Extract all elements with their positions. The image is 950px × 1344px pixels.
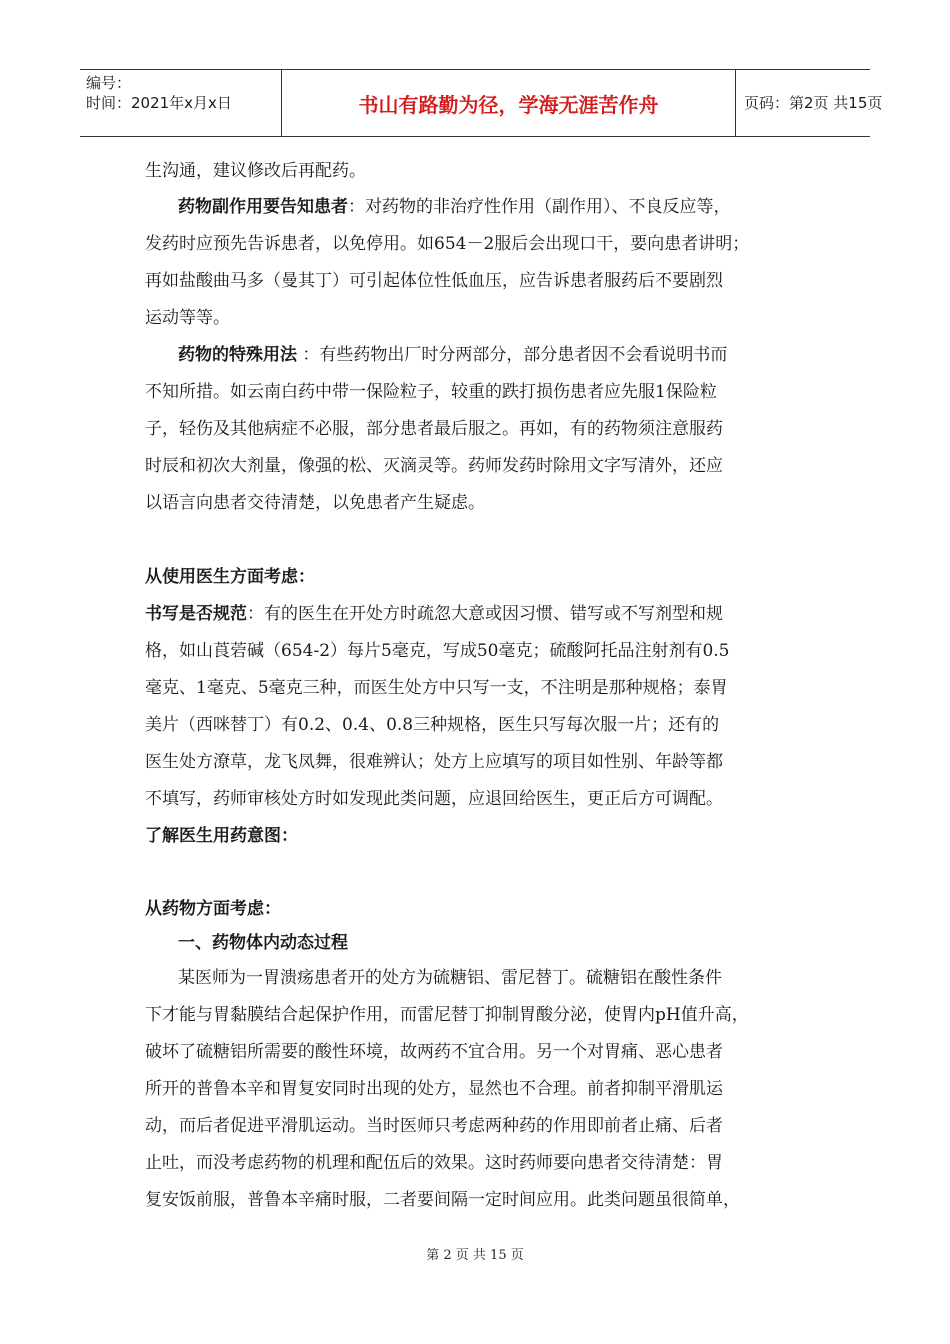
section-heading: 从使用医生方面考虑：: [145, 567, 315, 587]
time-label: 时间：2021年x月x日: [86, 94, 232, 112]
section-heading: 了解医生用药意图：: [145, 826, 298, 846]
inline-heading: 书写是否规范: [145, 604, 247, 624]
paragraph-line: 止吐，而没考虑药物的机理和配伍后的效果。这时药师要向患者交待清楚：胃: [145, 1153, 723, 1173]
paragraph-line: 子，轻伤及其他病症不必服，部分患者最后服之。再如，有的药物须注意服药: [145, 419, 723, 439]
inline-heading: 药物副作用要告知患者: [178, 197, 348, 217]
number-label: 编号：: [86, 74, 132, 92]
page-footer: 第 2 页 共 15 页: [426, 1248, 524, 1263]
paragraph-line: 时辰和初次大剂量，像强的松、灭滴灵等。药师发药时除用文字写清外，还应: [145, 456, 723, 476]
paragraph-line: 毫克、1毫克、5毫克三种，而医生处方中只写一支，不注明是那种规格；泰胃: [145, 678, 728, 698]
paragraph-line: 以语言向患者交待清楚，以免患者产生疑虑。: [145, 493, 485, 513]
header-motto-cell: [281, 70, 736, 136]
paragraph-line: 某医师为一胃溃疡患者开的处方为硫糖铝、雷尼替丁。硫糖铝在酸性条件: [178, 968, 722, 988]
paragraph-line: 发药时应预先告诉患者，以免停用。如654－2服后会出现口干，要向患者讲明；: [145, 234, 750, 254]
paragraph-line: 动，而后者促进平滑肌运动。当时医师只考虑两种药的作用即前者止痛、后者: [145, 1116, 723, 1136]
paragraph-line: 破坏了硫糖铝所需要的酸性环境，故两药不宜合用。另一个对胃痛、恶心患者: [145, 1042, 723, 1062]
page-label: 页码：第2页 共15页: [744, 94, 883, 112]
paragraph-line: 不知所措。如云南白药中带一保险粒子，较重的跌打损伤患者应先服1保险粒: [145, 382, 717, 402]
subsection-heading: 一、药物体内动态过程: [178, 933, 348, 953]
paragraph-line: 所开的普鲁本辛和胃复安同时出现的处方，显然也不合理。前者抑制平滑肌运: [145, 1079, 723, 1099]
paragraph-line: 格，如山莨菪碱（654-2）每片5毫克，写成50毫克；硫酸阿托品注射剂有0.5: [145, 641, 730, 661]
header-left-cell: [80, 70, 281, 136]
inline-heading: 药物的特殊用法: [178, 345, 297, 365]
motto: 书山有路勤为径，学海无涯苦作舟: [358, 93, 659, 117]
paragraph-line: 运动等等。: [145, 308, 230, 328]
header-right-cell: [736, 70, 883, 136]
paragraph-line: 药物的特殊用法 ：有些药物出厂时分两部分，部分患者因不会看说明书而: [178, 345, 728, 365]
section-heading: 从药物方面考虑：: [145, 899, 281, 919]
paragraph-line: 不填写，药师审核处方时如发现此类问题，应退回给医生，更正后方可调配。: [145, 789, 723, 809]
paragraph-line: 复安饭前服，普鲁本辛痛时服，二者要间隔一定时间应用。此类问题虽很简单，: [145, 1190, 740, 1210]
paragraph-line: 下才能与胃黏膜结合起保护作用，而雷尼替丁抑制胃酸分泌，使胃内pH值升高，: [145, 1005, 749, 1025]
paragraph-line: 生沟通，建议修改后再配药。: [145, 161, 366, 181]
header-table: [80, 69, 883, 137]
paragraph-line: 医生处方潦草，龙飞凤舞，很难辨认；处方上应填写的项目如性别、年龄等都: [145, 752, 723, 772]
paragraph-line: 书写是否规范：有的医生在开处方时疏忽大意或因习惯、错写或不写剂型和规: [145, 604, 723, 624]
paragraph-line: 美片（西咪替丁）有0.2、0.4、0.8三种规格，医生只写每次服一片；还有的: [145, 715, 720, 735]
paragraph-line: 药物副作用要告知患者：对药物的非治疗性作用（副作用）、不良反应等，: [178, 197, 731, 217]
paragraph-line: 再如盐酸曲马多（曼其丁）可引起体位性低血压，应告诉患者服药后不要剧烈: [145, 271, 723, 291]
